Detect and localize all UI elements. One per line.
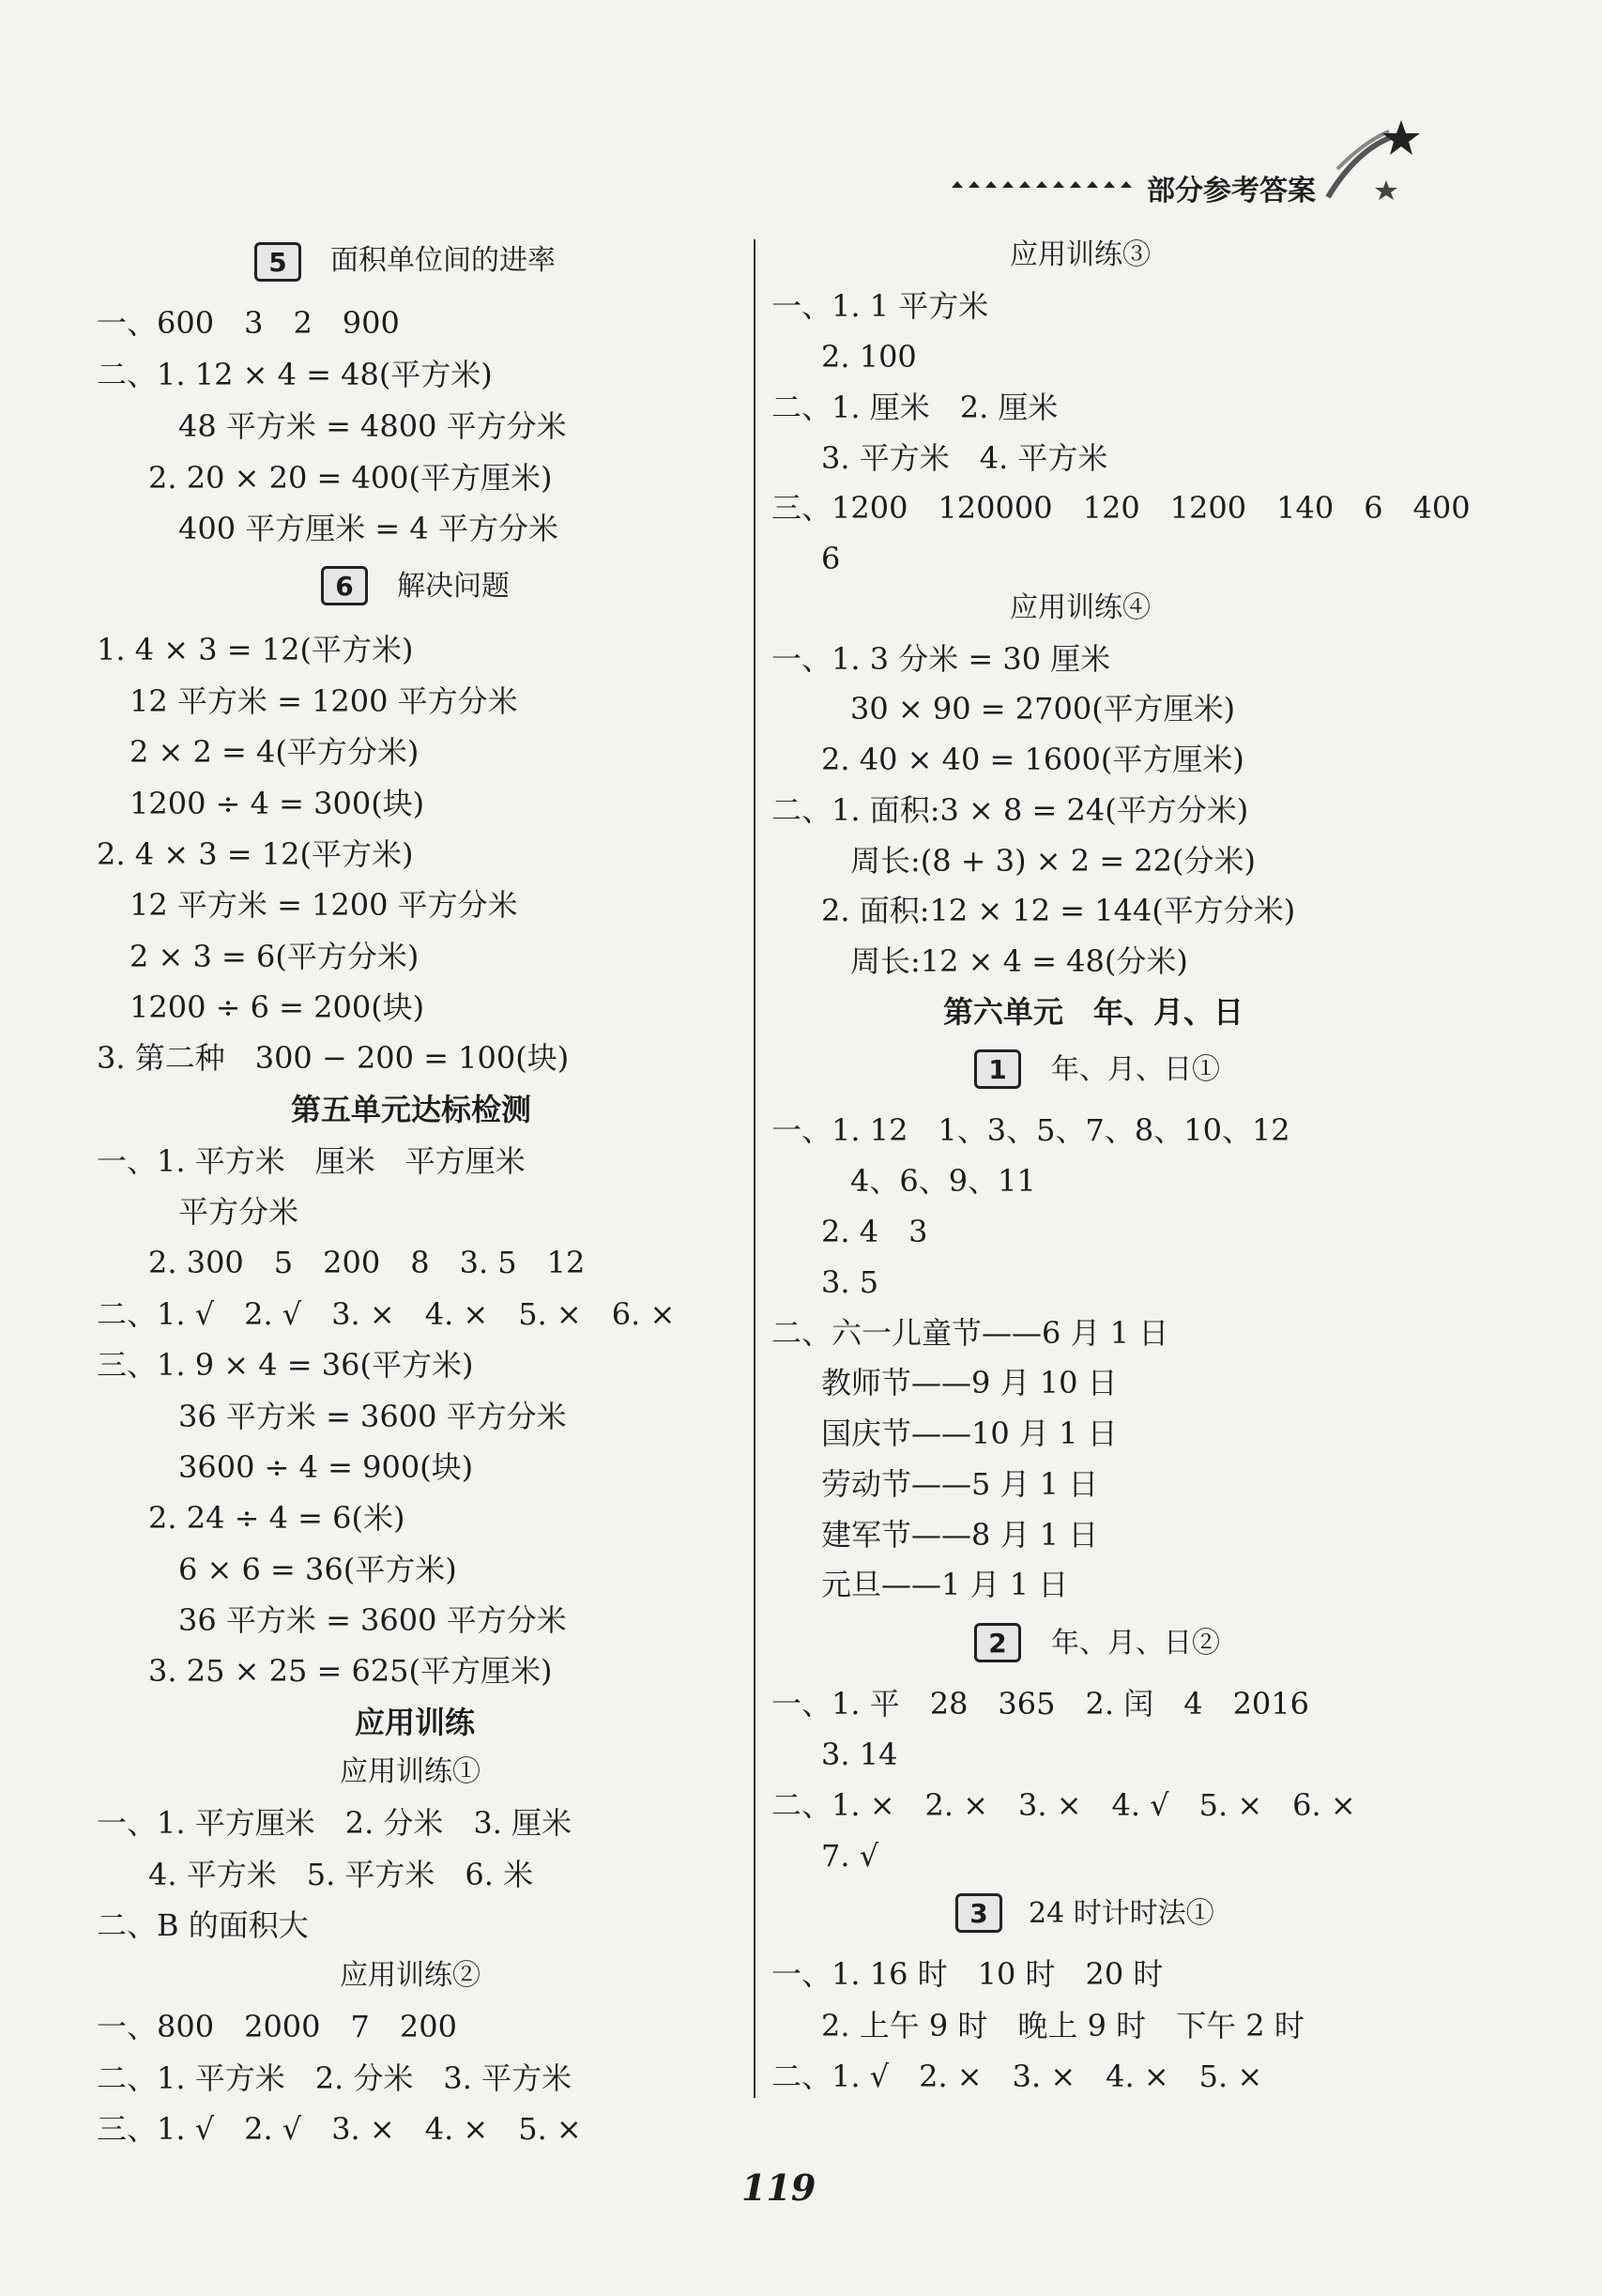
answer-line: 一、800 2000 7 200 <box>97 2009 457 2044</box>
header-decoration-dots <box>948 178 1136 191</box>
answer-line: 建军节——8 月 1 日 <box>821 1517 1099 1553</box>
answer-line: 3600 ÷ 4 = 900(块) <box>178 1449 474 1485</box>
answer-line: 一、1. 1 平方米 <box>771 288 989 324</box>
section-badge-5: 5 <box>252 241 304 283</box>
section-title-1: 年、月、日① <box>1051 1053 1220 1086</box>
answer-line: 元旦——1 月 1 日 <box>821 1567 1069 1602</box>
header-title: 部分参考答案 <box>1147 175 1316 207</box>
subsection-title: 应用训练① <box>340 1755 481 1788</box>
answer-line: 2. 上午 9 时 晚上 9 时 下午 2 时 <box>821 2008 1304 2043</box>
answer-line: 2 × 3 = 6(平方分米) <box>130 939 420 974</box>
answer-line: 1200 ÷ 4 = 300(块) <box>130 786 425 821</box>
answer-line: 二、1. 平方米 2. 分米 3. 平方米 <box>97 2060 572 2096</box>
answer-line: 1200 ÷ 6 = 200(块) <box>130 989 425 1025</box>
answer-line: 二、1. 厘米 2. 厘米 <box>771 390 1059 425</box>
answer-line: 一、1. 平方米 厘米 平方厘米 <box>97 1143 526 1179</box>
answer-line: 3. 平方米 4. 平方米 <box>821 440 1108 476</box>
answer-line: 国庆节——10 月 1 日 <box>821 1416 1118 1451</box>
section-badge-2: 2 <box>971 1622 1024 1663</box>
answer-line: 2. 100 <box>821 339 917 375</box>
answer-line: 12 平方米 = 1200 平方分米 <box>130 683 518 719</box>
section-badge-6: 6 <box>318 565 371 606</box>
answer-line: 6 × 6 = 36(平方米) <box>178 1552 457 1587</box>
answer-line: 二、六一儿童节——6 月 1 日 <box>771 1315 1169 1351</box>
answer-line: 一、600 3 2 900 <box>97 305 400 341</box>
answer-line: 二、1. × 2. × 3. × 4. √ 5. × 6. × <box>771 1787 1356 1823</box>
answer-line: 劳动节——5 月 1 日 <box>821 1466 1099 1502</box>
answer-line: 30 × 90 = 2700(平方厘米) <box>850 691 1236 727</box>
answer-line: 一、1. 平方厘米 2. 分米 3. 厘米 <box>97 1805 572 1841</box>
section-badge-3: 3 <box>953 1892 1005 1934</box>
answer-line: 2. 300 5 200 8 3. 5 12 <box>148 1245 586 1280</box>
answer-line: 一、1. 16 时 10 时 20 时 <box>771 1956 1164 1992</box>
answer-line: 1. 4 × 3 = 12(平方米) <box>97 632 414 667</box>
answer-line: 36 平方米 = 3600 平方分米 <box>178 1602 567 1638</box>
answer-line: 3. 5 <box>821 1264 879 1300</box>
section-title-3: 24 时计时法① <box>1029 1897 1214 1930</box>
answer-line: 一、1. 12 1、3、5、7、8、10、12 <box>771 1112 1290 1148</box>
subsection-title: 应用训练④ <box>1010 591 1151 624</box>
section-title-2: 年、月、日② <box>1051 1627 1220 1660</box>
answer-line: 12 平方米 = 1200 平方分米 <box>130 887 518 923</box>
answer-line: 三、1200 120000 120 1200 140 6 400 <box>771 490 1471 526</box>
answer-line: 2. 20 × 20 = 400(平方厘米) <box>148 460 553 496</box>
answer-line: 二、1. 12 × 4 = 48(平方米) <box>97 357 493 392</box>
answer-line: 2. 40 × 40 = 1600(平方厘米) <box>821 742 1244 777</box>
answer-line: 2. 面积:12 × 12 = 144(平方分米) <box>821 893 1296 928</box>
section-title-6: 解决问题 <box>397 570 510 603</box>
section-title-5: 面积单位间的进率 <box>330 244 556 277</box>
answer-line: 2. 4 × 3 = 12(平方米) <box>97 836 414 872</box>
answer-line: 48 平方米 = 4800 平方分米 <box>178 408 567 444</box>
star-icon <box>1319 113 1422 207</box>
answer-line: 3. 14 <box>821 1737 898 1772</box>
answer-line: 周长:(8 + 3) × 2 = 22(分米) <box>850 843 1256 879</box>
unit-heading: 第五单元达标检测 <box>291 1092 532 1127</box>
answer-line: 一、1. 3 分米 = 30 厘米 <box>771 641 1111 677</box>
subsection-title: 应用训练② <box>340 1959 481 1992</box>
answer-line: 3. 第二种 300 − 200 = 100(块) <box>97 1040 570 1076</box>
answer-line: 2. 24 ÷ 4 = 6(米) <box>148 1500 405 1536</box>
column-divider <box>754 239 755 2098</box>
unit-heading: 第六单元 年、月、日 <box>943 994 1244 1030</box>
answer-line: 二、1. √ 2. √ 3. × 4. × 5. × 6. × <box>97 1296 676 1332</box>
answer-line: 周长:12 × 4 = 48(分米) <box>850 943 1188 979</box>
answer-line: 2. 4 3 <box>821 1214 928 1249</box>
answer-line: 平方分米 <box>178 1194 299 1230</box>
answer-line: 400 平方厘米 = 4 平方分米 <box>178 511 558 546</box>
answer-line: 二、B 的面积大 <box>97 1907 309 1943</box>
subsection-title: 应用训练③ <box>1010 238 1151 271</box>
answer-line: 三、1. √ 2. √ 3. × 4. × 5. × <box>97 2111 582 2147</box>
answer-line: 三、1. 9 × 4 = 36(平方米) <box>97 1347 474 1383</box>
answer-line: 二、1. 面积:3 × 8 = 24(平方分米) <box>771 792 1249 828</box>
answer-line: 二、1. √ 2. × 3. × 4. × 5. × <box>771 2059 1263 2094</box>
answer-line: 7. √ <box>821 1838 879 1874</box>
answer-line: 36 平方米 = 3600 平方分米 <box>178 1399 567 1434</box>
answer-line: 2 × 2 = 4(平方分米) <box>130 734 420 770</box>
answer-line: 4. 平方米 5. 平方米 6. 米 <box>148 1857 534 1892</box>
answer-line: 4、6、9、11 <box>850 1163 1036 1199</box>
page-number: 119 <box>741 2166 816 2209</box>
unit-heading: 应用训练 <box>355 1705 476 1740</box>
answer-line: 3. 25 × 25 = 625(平方厘米) <box>148 1653 553 1689</box>
section-badge-1: 1 <box>971 1049 1024 1090</box>
answer-line: 6 <box>821 541 841 576</box>
answer-line: 一、1. 平 28 365 2. 闰 4 2016 <box>771 1686 1310 1722</box>
answer-line: 教师节——9 月 10 日 <box>821 1365 1118 1401</box>
